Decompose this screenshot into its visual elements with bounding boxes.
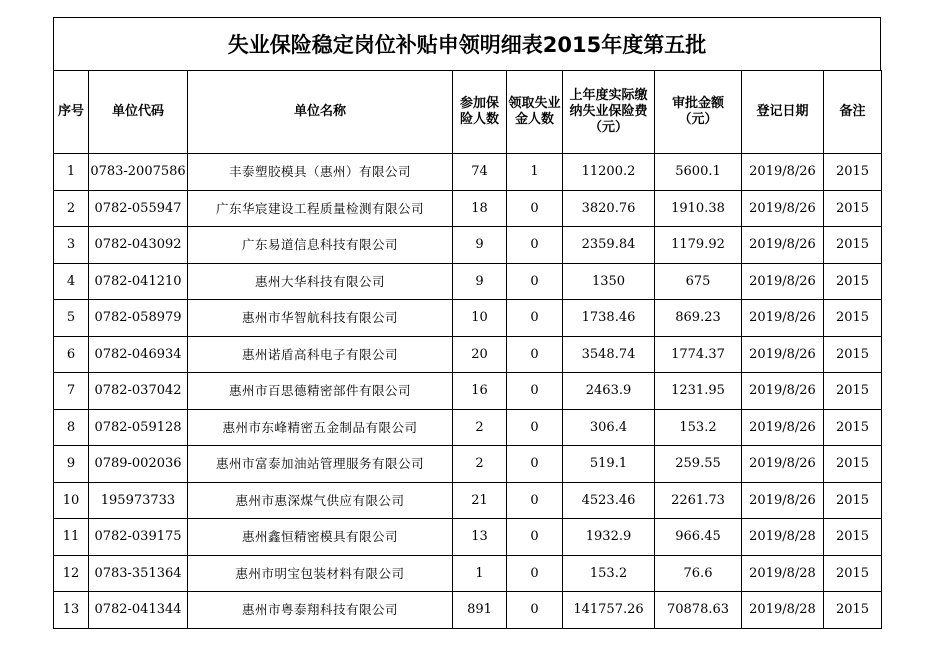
cell-insured: 74 — [453, 154, 507, 191]
table-row — [54, 336, 882, 373]
cell-no: 12 — [54, 555, 89, 592]
cell-name: 惠州鑫恒精密模具有限公司 — [188, 519, 453, 556]
cell-fee: 2359.84 — [563, 227, 655, 264]
cell-date: 2019/8/28 — [742, 519, 824, 556]
cell-code: 0782-041210 — [89, 263, 188, 300]
cell-date: 2019/8/26 — [742, 446, 824, 483]
cell-fee: 2463.9 — [563, 373, 655, 410]
cell-approved: 76.6 — [655, 555, 742, 592]
cell-no: 3 — [54, 227, 89, 264]
cell-fee: 141757.26 — [563, 592, 655, 629]
cell-date: 2019/8/28 — [742, 555, 824, 592]
cell-fee: 4523.46 — [563, 482, 655, 519]
cell-no: 9 — [54, 446, 89, 483]
table-row — [54, 300, 882, 337]
cell-name: 惠州市富泰加油站管理服务有限公司 — [188, 446, 453, 483]
cell-date: 2019/8/26 — [742, 263, 824, 300]
cell-approved: 966.45 — [655, 519, 742, 556]
cell-insured: 9 — [453, 227, 507, 264]
cell-note: 2015 — [824, 190, 882, 227]
cell-code: 195973733 — [89, 482, 188, 519]
table-title: 失业保险稳定岗位补贴申领明细表2015年度第五批 — [53, 17, 881, 70]
cell-code: 0782-039175 — [89, 519, 188, 556]
cell-unemployed: 0 — [507, 300, 563, 337]
cell-fee: 3548.74 — [563, 336, 655, 373]
cell-date: 2019/8/26 — [742, 227, 824, 264]
cell-note: 2015 — [824, 555, 882, 592]
cell-note: 2015 — [824, 373, 882, 410]
header-no: 序号 — [54, 71, 89, 154]
cell-approved: 1179.92 — [655, 227, 742, 264]
cell-name: 惠州市东峰精密五金制品有限公司 — [188, 409, 453, 446]
cell-insured: 16 — [453, 373, 507, 410]
cell-code: 0782-059128 — [89, 409, 188, 446]
cell-insured: 20 — [453, 336, 507, 373]
cell-note: 2015 — [824, 409, 882, 446]
cell-approved: 675 — [655, 263, 742, 300]
cell-insured: 10 — [453, 300, 507, 337]
header-fee: 上年度实际缴纳失业保险费（元） — [563, 71, 655, 154]
table-row — [54, 190, 882, 227]
cell-insured: 1 — [453, 555, 507, 592]
cell-name: 惠州市粤泰翔科技有限公司 — [188, 592, 453, 629]
cell-unemployed: 0 — [507, 446, 563, 483]
cell-no: 5 — [54, 300, 89, 337]
cell-note: 2015 — [824, 154, 882, 191]
header-name: 单位名称 — [188, 71, 453, 154]
cell-fee: 519.1 — [563, 446, 655, 483]
cell-note: 2015 — [824, 336, 882, 373]
cell-code: 0782-055947 — [89, 190, 188, 227]
cell-fee: 1932.9 — [563, 519, 655, 556]
cell-date: 2019/8/26 — [742, 373, 824, 410]
cell-approved: 1774.37 — [655, 336, 742, 373]
cell-insured: 9 — [453, 263, 507, 300]
cell-unemployed: 0 — [507, 555, 563, 592]
table-row — [54, 263, 882, 300]
cell-note: 2015 — [824, 227, 882, 264]
cell-unemployed: 0 — [507, 263, 563, 300]
cell-no: 8 — [54, 409, 89, 446]
header-code: 单位代码 — [89, 71, 188, 154]
cell-approved: 70878.63 — [655, 592, 742, 629]
table-row — [54, 154, 882, 191]
cell-no: 1 — [54, 154, 89, 191]
cell-insured: 2 — [453, 409, 507, 446]
cell-insured: 13 — [453, 519, 507, 556]
cell-code: 0783-351364 — [89, 555, 188, 592]
cell-code: 0789-002036 — [89, 446, 188, 483]
header-note: 备注 — [824, 71, 882, 154]
table-row — [54, 227, 882, 264]
cell-fee: 306.4 — [563, 409, 655, 446]
cell-date: 2019/8/26 — [742, 409, 824, 446]
table-row — [54, 446, 882, 483]
cell-unemployed: 0 — [507, 519, 563, 556]
cell-fee: 153.2 — [563, 555, 655, 592]
cell-unemployed: 0 — [507, 227, 563, 264]
cell-code: 0782-058979 — [89, 300, 188, 337]
cell-code: 0782-037042 — [89, 373, 188, 410]
header-insured: 参加保险人数 — [453, 71, 507, 154]
cell-insured: 891 — [453, 592, 507, 629]
subsidy-table — [53, 70, 882, 629]
cell-code: 0782-043092 — [89, 227, 188, 264]
cell-note: 2015 — [824, 592, 882, 629]
cell-name: 惠州大华科技有限公司 — [188, 263, 453, 300]
table-row — [54, 555, 882, 592]
cell-date: 2019/8/28 — [742, 592, 824, 629]
cell-date: 2019/8/26 — [742, 482, 824, 519]
cell-no: 6 — [54, 336, 89, 373]
cell-approved: 2261.73 — [655, 482, 742, 519]
table-row — [54, 373, 882, 410]
cell-name: 惠州市百思德精密部件有限公司 — [188, 373, 453, 410]
header-approved: 审批金额（元） — [655, 71, 742, 154]
cell-name: 惠州诺盾高科电子有限公司 — [188, 336, 453, 373]
cell-date: 2019/8/26 — [742, 300, 824, 337]
cell-no: 2 — [54, 190, 89, 227]
cell-name: 广东华宸建设工程质量检测有限公司 — [188, 190, 453, 227]
cell-name: 惠州市华智航科技有限公司 — [188, 300, 453, 337]
header-row — [54, 71, 882, 154]
cell-unemployed: 0 — [507, 336, 563, 373]
cell-approved: 5600.1 — [655, 154, 742, 191]
cell-name: 广东易道信息科技有限公司 — [188, 227, 453, 264]
cell-fee: 1738.46 — [563, 300, 655, 337]
cell-approved: 1231.95 — [655, 373, 742, 410]
cell-unemployed: 0 — [507, 373, 563, 410]
cell-unemployed: 0 — [507, 190, 563, 227]
cell-fee: 11200.2 — [563, 154, 655, 191]
cell-date: 2019/8/26 — [742, 154, 824, 191]
cell-unemployed: 0 — [507, 482, 563, 519]
cell-no: 7 — [54, 373, 89, 410]
table-row — [54, 592, 882, 629]
cell-fee: 1350 — [563, 263, 655, 300]
cell-approved: 869.23 — [655, 300, 742, 337]
cell-approved: 259.55 — [655, 446, 742, 483]
cell-note: 2015 — [824, 300, 882, 337]
cell-code: 0782-046934 — [89, 336, 188, 373]
table-row — [54, 482, 882, 519]
cell-unemployed: 1 — [507, 154, 563, 191]
cell-no: 11 — [54, 519, 89, 556]
cell-code: 0783-2007586 — [89, 154, 188, 191]
cell-name: 惠州市明宝包装材料有限公司 — [188, 555, 453, 592]
header-date: 登记日期 — [742, 71, 824, 154]
cell-date: 2019/8/26 — [742, 336, 824, 373]
cell-note: 2015 — [824, 519, 882, 556]
cell-no: 10 — [54, 482, 89, 519]
cell-insured: 2 — [453, 446, 507, 483]
cell-no: 4 — [54, 263, 89, 300]
cell-unemployed: 0 — [507, 409, 563, 446]
cell-name: 惠州市惠深煤气供应有限公司 — [188, 482, 453, 519]
header-unemployed: 领取失业金人数 — [507, 71, 563, 154]
cell-insured: 21 — [453, 482, 507, 519]
cell-date: 2019/8/26 — [742, 190, 824, 227]
spreadsheet — [53, 17, 881, 629]
cell-note: 2015 — [824, 446, 882, 483]
cell-approved: 1910.38 — [655, 190, 742, 227]
cell-name: 丰泰塑胶模具（惠州）有限公司 — [188, 154, 453, 191]
cell-note: 2015 — [824, 482, 882, 519]
cell-unemployed: 0 — [507, 592, 563, 629]
cell-insured: 18 — [453, 190, 507, 227]
table-row — [54, 519, 882, 556]
table-row — [54, 409, 882, 446]
cell-note: 2015 — [824, 263, 882, 300]
table-body — [54, 154, 882, 629]
cell-code: 0782-041344 — [89, 592, 188, 629]
cell-approved: 153.2 — [655, 409, 742, 446]
cell-no: 13 — [54, 592, 89, 629]
cell-fee: 3820.76 — [563, 190, 655, 227]
